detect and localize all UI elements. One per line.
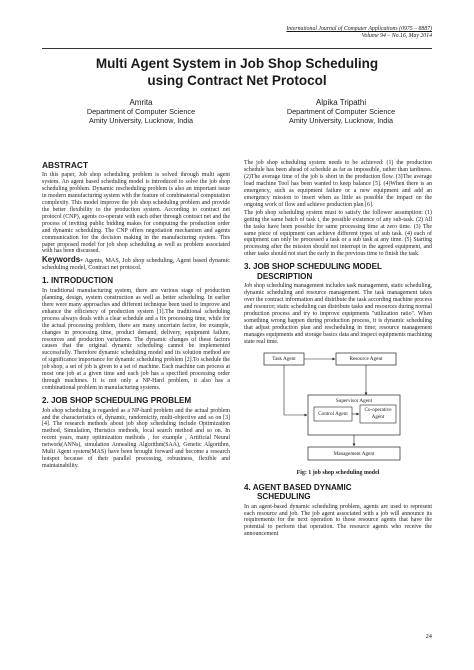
keywords-label: Keywords- bbox=[42, 255, 83, 265]
author-block-2 bbox=[246, 98, 436, 126]
header-rule bbox=[42, 48, 432, 49]
author-dept: Department of Computer Science bbox=[86, 107, 196, 117]
figure-caption: Fig: 1 job shop scheduling model bbox=[296, 469, 380, 476]
journal-header bbox=[132, 26, 432, 40]
abstract-heading: ABSTRACT bbox=[42, 160, 89, 170]
journal-volume: Volume 94 – No.16, May 2014 bbox=[361, 33, 432, 40]
title-line-1: Multi Agent System in Job Shop Scheduling bbox=[95, 56, 379, 71]
journal-name: International Journal of Computer Applications (0975 – 8887) bbox=[286, 26, 432, 32]
title-line-2: using Contract Net Protocol bbox=[147, 72, 327, 88]
cooperative-agent-label-1: Co-operative bbox=[364, 406, 392, 413]
agent-text: In an agent-based dynamic scheduling problem, agents are used to represent each resource and job. The job agent associated with a job will announce its requirements for the next operation to those resource agents that have the potential to perform that operation. The resource agents who receive the announcement bbox=[244, 503, 432, 538]
author-affil: Amity University, Lucknow, India bbox=[288, 116, 394, 126]
model-heading-line-2: DESCRIPTION bbox=[257, 271, 313, 281]
supervisor-agent-label: Supervisor Agent bbox=[335, 397, 373, 404]
jssp-heading: 2. JOB SHOP SCHEDULING PROBLEM bbox=[42, 396, 192, 406]
control-agent-label: Control Agent bbox=[318, 410, 348, 417]
author-name: Amrita bbox=[129, 98, 153, 107]
keywords-text: Agents, MAS, Job shop scheduling, Agent based dynamic scheduling model, Contract net protocol. bbox=[42, 258, 230, 272]
model-heading bbox=[244, 262, 432, 281]
management-agent-label: Management Agent bbox=[333, 450, 375, 457]
cooperative-agent-label-2: Agent bbox=[371, 413, 385, 420]
model-text: Job shop scheduling management includes task management, static scheduling, dynamic scheduling and resource management. The task management takes over the contract information and distribute the task according machine process and resource; static scheduling can distribute tasks and resources during normal production process and try to improve equipments "utilization ratio". When something wrong happen during production process, it is dynamic scheduling that adjust production plan and rescheduling in time; resource management manages equipments and storage basics data and inspect equipments machining state real time. bbox=[244, 283, 432, 345]
right-column bbox=[244, 160, 432, 539]
author-block-1 bbox=[46, 98, 236, 126]
left-column bbox=[42, 160, 230, 471]
paper-title bbox=[42, 56, 432, 89]
author-dept: Department of Computer Science bbox=[286, 107, 396, 117]
agent-heading bbox=[244, 483, 432, 502]
task-agent-label: Task Agent bbox=[272, 355, 296, 362]
abstract-text: In this paper, Job shop scheduling problem is solved through multi agent system. An agent based scheduling model is introduced to solve the job shop scheduling problem. Dynamic rescheduling problem is also an important issue in modern manufacturing system with the feature of combinatorial computation complexity. This model improve the job shop scheduling problem and provide the better flexibility to the production system. According to contract net protocol (CNP), agents co-operate with each other through contract net and the process of inviting public bidding makes for computing the production order and dynamic scheduling. The CNP offers negotiation mechanism and agents communication for the decision making in the manufacturing system. This paper proposed model for job shop scheduling as well as problem associated with has been discussed. bbox=[42, 172, 230, 255]
page-number: 24 bbox=[425, 633, 432, 640]
intro-heading: 1. INTRODUCTION bbox=[42, 276, 114, 286]
agent-heading-line-1: 4. AGENT BASED DYNAMIC bbox=[244, 482, 352, 492]
author-affil: Amity University, Lucknow, India bbox=[88, 116, 194, 126]
agent-heading-line-2: SCHEDULING bbox=[257, 492, 311, 502]
scheduling-model-figure bbox=[244, 349, 432, 479]
keywords bbox=[42, 256, 230, 272]
resource-agent-label: Resource Agent bbox=[349, 355, 383, 362]
intro-text: In traditional manufacturing system, there are various stage of production planning, design, system construction as well as better scheduling. In earlier there were many approaches and different technique been used to improve and enhance the efficiency of production system [1].The traditional scheduling process always deals with a clear schedule and a fix processing time, while for the actual processing problem, there are many uncertain factor, for example, changes in processing time, product demand, delivery, equipment failure, resources and production variations. The dynamic changes of these factors causes that the original dynamic scheduling cannot be implemented successfully. Therefore dynamic scheduling model and its solution method are of significance importance for dynamic scheduling problem [2].To schedule the job shop, a set of job is given to a set of machine. Each machine can process at most one job at a given time and each job has a specified processing order through machines. It is not only a NP-Hard problem, it also has a combinational problem in manufacturing systems. bbox=[42, 287, 230, 392]
assumptions-text: The job shop scheduling system must to satisfy the follower assumption: (1) getting the same batch of task t, the possible existence of any sub-task. (2) All the tasks have been possible for same processing time at zero time. (3) The same piece of equipment can achieve different types of sub task. (4) each of equipment can only be processed a task or a sub task at any time. (5) Starting processing after the mission should not interrupt in the agreed equipment, and other tasks should not start the early in the previous time to finish the task. bbox=[244, 209, 432, 258]
model-heading-line-1: 3. JOB SHOP SCHEDULING MODEL bbox=[244, 262, 382, 272]
jssp-text: Job shop scheduling is regarded as a NP-hard problem and the actual problem and the characteristics of, dynamic, randomicity, multi-objective and so on [3][4]. The research methods about job shop scheduling include Optimization method, Simulation, Huristics methods, local search method and so on. In recent years, many optimization methods , for example , Artificial Neural network(ANNs), simulation Annealing Algorithm(SAA), Genetic Algorithm, Multi Agent system(MAS) have been brought forward and become a research hotspot because of their parallel processing, robustness, flexible and maintainability. bbox=[42, 407, 230, 470]
objectives-text: The job shop scheduling system needs to be achieved: (1) the production schedule has been ahead of schedule as far as impossible, rather than tardiness. (2)The average time of the job is short in the production flow. (3)The average load machine Tool has been wanted to keep balance [5]. (4)When there is an emergency, such as equipment failure or a new equipment and add an emergency mission to insert when as little as possible the impact on the ongoing work of flow and achieve production plan [6]. bbox=[244, 160, 432, 208]
author-name: Alpika Tripathi bbox=[315, 98, 367, 107]
